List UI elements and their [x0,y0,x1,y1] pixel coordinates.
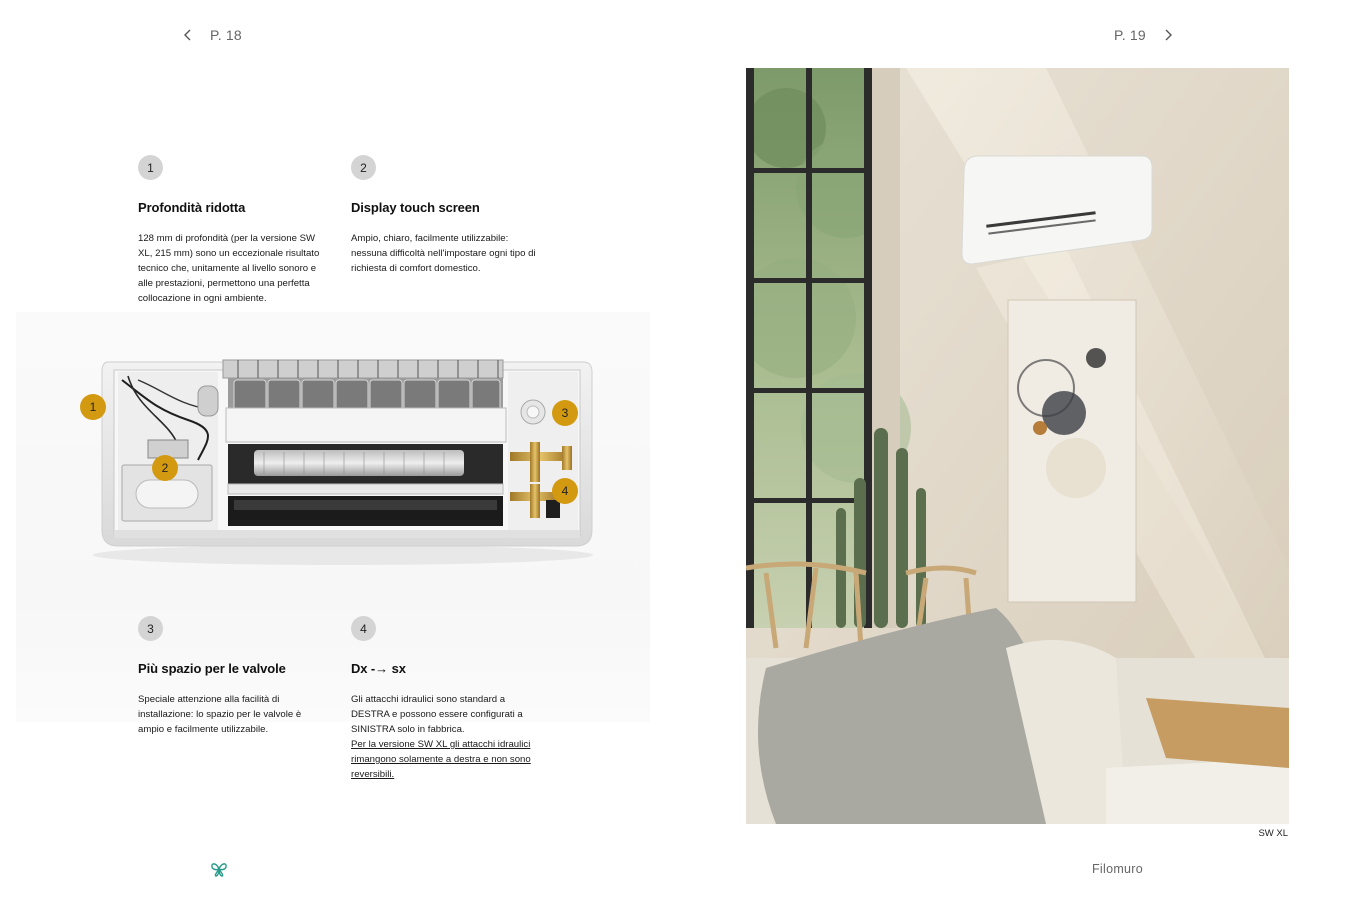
interior-photo [746,68,1289,824]
feature-1 [138,155,328,306]
feature-title: Dx -→ sx [351,661,406,676]
chevron-right-icon[interactable] [1162,26,1174,44]
feature-title: Più spazio per le valvole [138,661,286,676]
next-page-nav[interactable] [1114,26,1174,44]
feature-number: 3 [138,616,163,641]
feature-note-link[interactable]: Per la versione SW XL gli attacchi idraulici rimangono solamente a destra e non sono reversibili. [351,739,531,780]
next-page-label[interactable]: P. 19 [1114,27,1146,43]
feature-4 [351,616,541,782]
chevron-left-icon[interactable] [182,26,194,44]
brand-name: Filomuro [1092,862,1144,876]
feature-2 [351,155,541,276]
marker-1: 1 [80,394,106,420]
feature-text: 128 mm di profondità (per la versione SW XL, 215 mm) sono un eccezionale risultato tecnico che, unitamente al livello sonoro e alle prestazioni, permettono una perfetta collocazione in ogni ambiente. [138,233,320,304]
feature-number: 4 [351,616,376,641]
feature-text: Ampio, chiaro, facilmente utilizzabile: nessuna difficoltà nell'impostare ogni tipo di richiesta di comfort domestico. [351,233,536,274]
feature-3 [138,616,328,737]
feature-title: Display touch screen [351,200,480,215]
feature-number: 2 [351,155,376,180]
marker-2: 2 [152,455,178,481]
feature-title: Profondità ridotta [138,200,246,215]
feature-text: Speciale attenzione alla facilità di installazione: lo spazio per le valvole è ampio e facilmente utilizzabile. [138,694,302,735]
prev-page-nav[interactable] [182,26,242,44]
butterfly-logo-icon [210,860,228,878]
marker-3: 3 [552,400,578,426]
prev-page-label[interactable]: P. 18 [210,27,242,43]
marker-4: 4 [552,478,578,504]
feature-number: 1 [138,155,163,180]
feature-text: Gli attacchi idraulici sono standard a DESTRA e possono essere configurati a SINISTRA solo in fabbrica. [351,694,523,735]
photo-caption: SW XL [1258,828,1288,839]
